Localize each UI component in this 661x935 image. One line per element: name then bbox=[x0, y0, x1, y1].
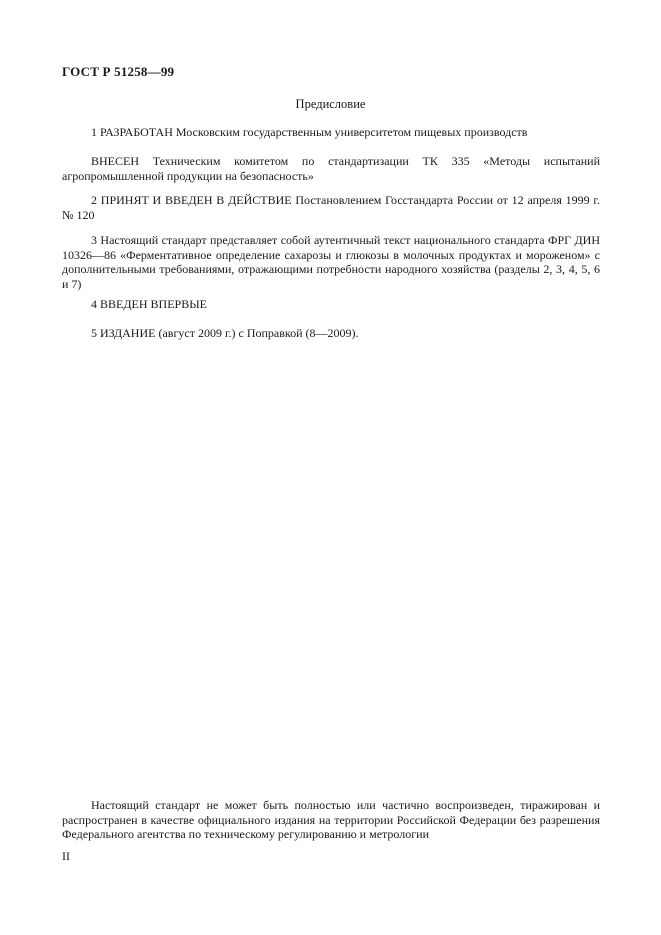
copyright-notice: Настоящий стандарт не может быть полностью или частично воспроизведен, тиражирован и распространен в качестве официального издания на территории Российской Федерации без разрешения Федерального агентства по техническому регулированию и метрологии bbox=[62, 798, 600, 841]
foreword-title: Предисловие bbox=[295, 97, 366, 111]
foreword-paragraph-developed: 1 РАЗРАБОТАН Московским государственным университетом пищевых производств bbox=[91, 125, 528, 139]
page-number: II bbox=[62, 849, 70, 863]
foreword-paragraph-edition: 5 ИЗДАНИЕ (август 2009 г.) с Поправкой (8—2009). bbox=[91, 326, 359, 340]
foreword-paragraph-authentic-text: 3 Настоящий стандарт представляет собой аутентичный текст национального стандарта ФРГ ДИН 10326—86 «Ферментативное определение сахарозы и глюкозы в молочных продуктах и мороженом» с дополнительными требованиями, отражающими потребности народного хозяйства (разделы 2, 3, 4, 5, 6 и 7) bbox=[62, 233, 600, 291]
document-id: ГОСТ Р 51258—99 bbox=[62, 64, 175, 79]
foreword-paragraph-introduced: ВНЕСЕН Техническим комитетом по стандартизации ТК 335 «Методы испытаний агропромышленной продукции на безопасность» bbox=[62, 154, 600, 183]
foreword-paragraph-first-introduced: 4 ВВЕДЕН ВПЕРВЫЕ bbox=[91, 297, 207, 311]
foreword-paragraph-adopted: 2 ПРИНЯТ И ВВЕДЕН В ДЕЙСТВИЕ Постановлением Госстандарта России от 12 апреля 1999 г. № 120 bbox=[62, 193, 600, 222]
